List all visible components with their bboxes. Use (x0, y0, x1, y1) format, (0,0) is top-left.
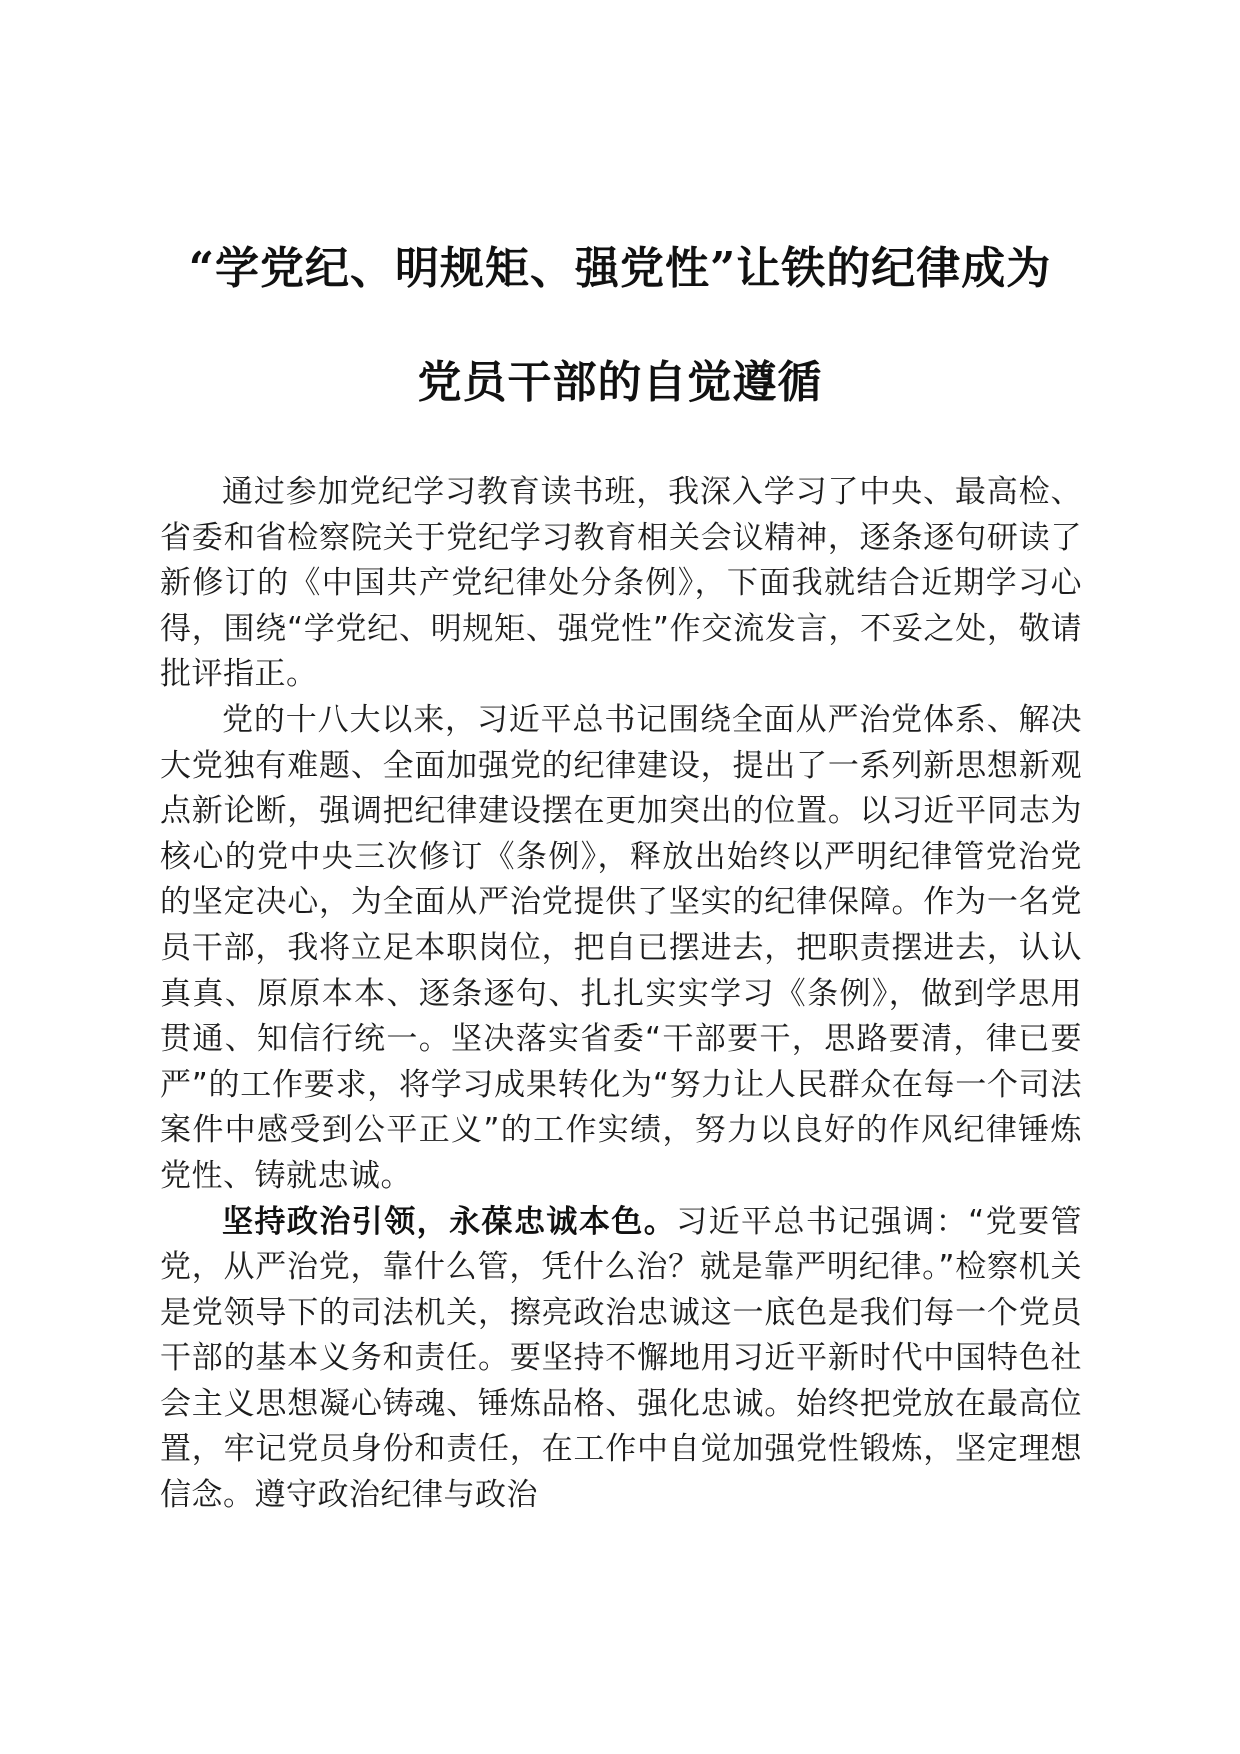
paragraph-1 (160, 470, 1082, 698)
paragraph-1-text: 通过参加党纪学习教育读书班，我深入学习了中央、最高检、省委和省检察院关于党纪学习教育相关会议精神，逐条逐句研读了新修订的《中国共产党纪律处分条例》，下面我就结合近期学习心得，围绕“学党纪、明规矩、强党性”作交流发言，不妥之处，敬请批评指正。 (160, 474, 1082, 693)
title-line-1: “学党纪、明规矩、强党性”让铁的纪律成为 (188, 243, 1052, 294)
paragraph-2 (160, 698, 1082, 1200)
paragraph-3-lead: 坚持政治引领，永葆忠诚本色。 (222, 1203, 677, 1240)
title-line-2: 党员干部的自觉遵循 (417, 357, 823, 408)
paragraph-3-text: 习近平总书记强调：“党要管党，从严治党，靠什么管，凭什么治？就是靠严明纪律。”检察机关是党领导下的司法机关，擦亮政治忠诚这一底色是我们每一个党员干部的基本义务和责任。要坚持不懈地用习近平新时代中国特色社会主义思想凝心铸魂、锤炼品格、强化忠诚。始终把党放在最高位置，牢记党员身份和责任，在工作中自觉加强党性锻炼，坚定理想信念。遵守政治纪律与政治 (160, 1203, 1083, 1514)
paragraph-3 (160, 1200, 1082, 1519)
document-body (160, 470, 1082, 1519)
paragraph-2-text: 党的十八大以来，习近平总书记围绕全面从严治党体系、解决大党独有难题、全面加强党的纪律建设，提出了一系列新思想新观点新论断，强调把纪律建设摆在更加突出的位置。以习近平同志为核心的党中央三次修订《条例》，释放出始终以严明纪律管党治党的坚定决心，为全面从严治党提供了坚实的纪律保障。作为一名党员干部，我将立足本职岗位，把自已摆进去，把职责摆进去，认认真真、原原本本、逐条逐句、扎扎实实学习《条例》，做到学思用贯通、知信行统一。坚决落实省委“干部要干，思路要清，律已要严”的工作要求，将学习成果转化为“努力让人民群众在每一个司法案件中感受到公平正义”的工作实绩，努力以良好的作风纪律锤炼党性、铸就忠诚。 (160, 701, 1082, 1194)
